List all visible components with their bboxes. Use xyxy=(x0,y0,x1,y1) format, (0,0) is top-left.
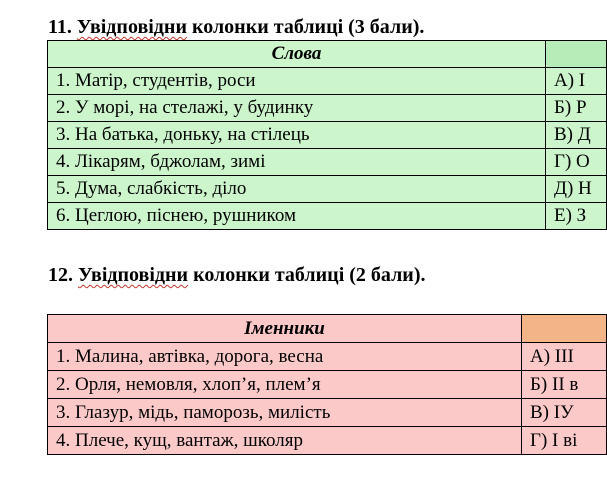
row-words-cell: 3. На батька, доньку, на стілець xyxy=(48,122,546,149)
row-words-cell: 2. У морі, на стелажі, у будинку xyxy=(48,95,546,122)
task-12-title-rest: колонки таблиці (2 бали). xyxy=(193,264,426,286)
column-header-nouns: Іменники xyxy=(48,315,522,343)
task-11-title-rest: колонки таблиці (3 бали). xyxy=(191,16,425,38)
row-answer-cell: В) ІУ xyxy=(522,399,607,427)
task-11-heading xyxy=(48,16,424,38)
row-answer-cell: Б) Р xyxy=(546,95,607,122)
table-row xyxy=(48,95,607,122)
task-12-number: 12. xyxy=(48,264,73,286)
row-answer-cell: Д) Н xyxy=(546,176,607,203)
row-answer-cell: Е) З xyxy=(546,203,607,230)
table-row xyxy=(48,176,607,203)
column-header-answers xyxy=(546,41,607,68)
row-answer-cell: Г) І ві xyxy=(522,427,607,455)
row-words-cell: 5. Дума, слабкість, діло xyxy=(48,176,546,203)
row-words-cell: 1. Малина, автівка, дорога, весна xyxy=(48,343,522,371)
table-row xyxy=(48,399,607,427)
table-row xyxy=(48,149,607,176)
table-row xyxy=(48,203,607,230)
row-words-cell: 3. Глазур, мідь, паморозь, милість xyxy=(48,399,522,427)
row-answer-cell: Г) О xyxy=(546,149,607,176)
table-row xyxy=(48,371,607,399)
row-answer-cell: А) І xyxy=(546,68,607,95)
row-words-cell: 4. Плече, кущ, вантаж, школяр xyxy=(48,427,522,455)
task-11-table xyxy=(47,40,607,230)
table-header-row xyxy=(48,315,607,343)
row-words-cell: 2. Орля, немовля, хлоп’я, плем’я xyxy=(48,371,522,399)
task-12-title-underlined: Увідповідни xyxy=(78,264,189,286)
column-header-answers xyxy=(522,315,607,343)
table-header-row xyxy=(48,41,607,68)
column-header-words: Слова xyxy=(48,41,546,68)
table-row xyxy=(48,68,607,95)
row-words-cell: 6. Цеглою, піснею, рушником xyxy=(48,203,546,230)
row-answer-cell: В) Д xyxy=(546,122,607,149)
task-11-number: 11. xyxy=(48,16,72,38)
task-12-table xyxy=(47,314,607,455)
task-12-heading xyxy=(48,264,425,286)
task-11-title-underlined: Увідповідни xyxy=(76,16,187,38)
table-row xyxy=(48,343,607,371)
table-row xyxy=(48,427,607,455)
row-answer-cell: А) ІІІ xyxy=(522,343,607,371)
row-words-cell: 4. Лікарям, бджолам, зимі xyxy=(48,149,546,176)
row-answer-cell: Б) ІІ в xyxy=(522,371,607,399)
row-words-cell: 1. Матір, студентів, роси xyxy=(48,68,546,95)
table-row xyxy=(48,122,607,149)
